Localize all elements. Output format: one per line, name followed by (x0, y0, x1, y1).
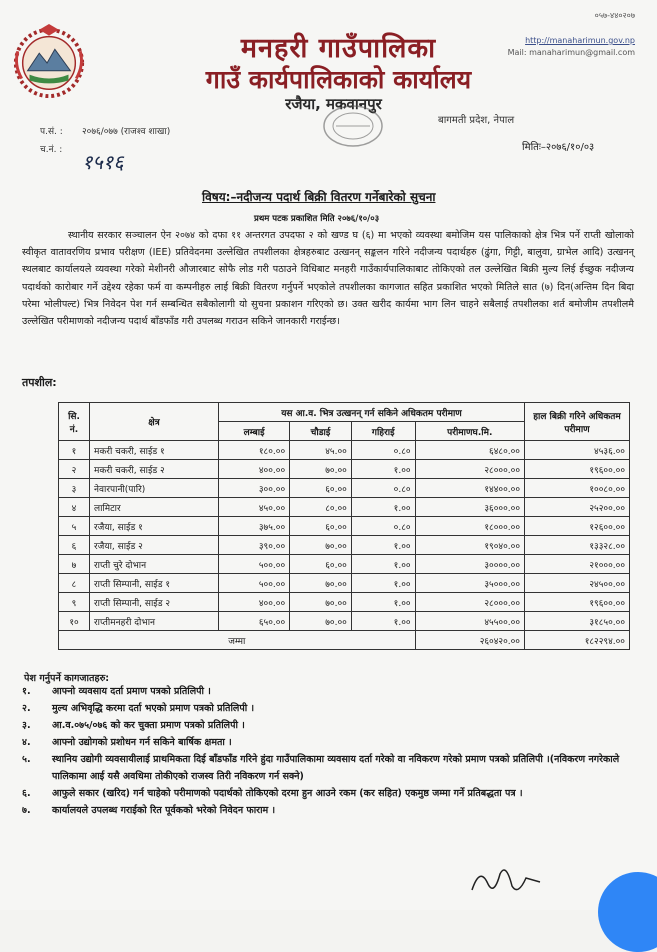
document-item (22, 717, 634, 734)
cell-area: लामिटार (90, 498, 219, 517)
cell-depth: १.०० (351, 593, 415, 612)
cell-area: मकरी चकरी, साईड १ (90, 441, 219, 460)
cell-depth: १.०० (351, 460, 415, 479)
cell-price: १३३२८.०० (525, 536, 630, 555)
cell-width: ७०.०० (290, 612, 352, 631)
th-length: लम्बाई (219, 422, 290, 441)
cell-area: राप्ती चुरे दोभान (90, 555, 219, 574)
total-price: १८२२९४.०० (525, 631, 630, 650)
ps-value: २०७६/०७७ (राजश्व शाखा) (82, 127, 171, 137)
cell-sn: ९ (59, 593, 90, 612)
cell-sn: १० (59, 612, 90, 631)
cell-volume: २८०००.०० (415, 593, 524, 612)
cell-sn: ४ (59, 498, 90, 517)
cell-width: ७०.०० (290, 536, 352, 555)
cell-sn: ६ (59, 536, 90, 555)
cell-length: ३००.०० (219, 479, 290, 498)
cell-sn: ७ (59, 555, 90, 574)
table-label: तपशील: (22, 376, 57, 389)
cell-price: १९६००.०० (525, 593, 630, 612)
document-text: आफुले सकार (खरिद) गर्न चाहेको परीमाणको पदार्थको तोकिएको दरमा हुन आउने रकम (कर सहित) एकमुष्ठ जम्मा गर्ने प्रतिबद्धता पत्र । (52, 788, 523, 799)
cn-label: च.नं. : (40, 145, 63, 155)
office-seal-icon (322, 104, 384, 148)
document-number: ५. (22, 754, 31, 765)
cell-depth: ०.८० (351, 517, 415, 536)
document-number: ७. (22, 805, 31, 816)
th-sn: सि. नं. (59, 403, 90, 441)
table-row (59, 612, 630, 631)
letterhead-title: मनहरी गाउँपालिका (240, 33, 437, 64)
cell-length: ५००.०० (219, 574, 290, 593)
document-number: ३. (22, 720, 31, 731)
cell-area: राप्तीमनहरी दोभान (90, 612, 219, 631)
cell-depth: १.०० (351, 536, 415, 555)
cell-width: ६०.०० (290, 479, 352, 498)
document-number: ६. (22, 788, 31, 799)
cell-volume: ३५०००.०० (415, 574, 524, 593)
th-depth: गहिराई (351, 422, 415, 441)
province: बागमती प्रदेश, नेपाल (438, 115, 515, 126)
document-text: स्थानिय उद्योगी व्यवसायीलाई प्राथमिकता दिई बाँडफाँड गरिने हुंदा गाउँपालिकामा व्यवसाय दर्ता गरेको वा नविकरण गरेको प्रमाण पत्रको प्रतिलिपी ।(नविकरण नगरेकाले पालिकामा आई यसै अवधिमा तोकीएको राजस्व तिरी नविकरण गर्न सक्ने) (52, 754, 620, 782)
cell-length: ४००.०० (219, 460, 290, 479)
cell-width: ७०.०० (290, 593, 352, 612)
document-item (22, 751, 634, 785)
cell-depth: १.०० (351, 555, 415, 574)
table-row (59, 555, 630, 574)
cell-width: ७०.०० (290, 460, 352, 479)
cell-length: ५००.०० (219, 555, 290, 574)
letterhead-address: रजैया, मकवानपुर (285, 95, 382, 113)
document-number: २. (22, 703, 31, 714)
cell-volume: ३६०००.०० (415, 498, 524, 517)
cell-sn: ५ (59, 517, 90, 536)
cell-depth: १.०० (351, 498, 415, 517)
cell-price: १२६००.०० (525, 517, 630, 536)
notice-body: स्थानीय सरकार सञ्चालन ऐन २०७४ को दफा ११ अन्तरगत उपदफा २ को खण्ड घ (६) मा भएको व्यवस्था बमोजिम यस पालिकाको क्षेत्र भित्र पर्ने राप्ती खोलाको स्वीकृत वातावरणिय प्रभाव परीक्षण (IEE) प्रतिवेदनमा उल्लेखित तपशीलका क्षेत्रहरुबाट उत्खनन् सङ्कलन गरिने नदीजन्य पदार्थहरु (ढुंगा, गिट्टी, बालुवा, ग्राभेल आदि) उत्खनन् स्थलबाट कार्यालयले व्यवस्था गरेको मेशीनरी औजारबाट सोफै लोड गरी पठाउने विधिबाट मनहरी गाउँकार्यपालिकाबाट तोकिएको तल उल्लेखित बिक्री मुल्य लिई ईच्छुक नदीजन्य पदार्थको कारोबार गर्ने उद्देश्य रहेका फर्म वा कम्पनीहरु लाई बिक्री वितरण गर्नुपर्ने भएकोले तपशीलका कागजात सहित प्रकाशित भएको मितिले सात (७) दिन(अन्तिम दिन बिदा परेमा भोलीपल्ट) भित्र निवेदन पेश गर्न सम्बन्धित सबैकोलागी यो सुचना प्रकाशन गरिएको छ। उक्त खरीद कार्यमा भाग लिन चाहने सबैलाई तपशीलका शर्त बमोजीम तपशीलमै उल्लेखित परीमाणको नदीजन्य पदार्थ बाँडफाँड गरी उपलब्ध गराउन सकिने जानकारी गराईन्छ। (22, 230, 634, 328)
document-text: आ.व.०७५/०७६ को कर चुक्ता प्रमाण पत्रको प्रतिलिपी । (52, 720, 245, 731)
th-group: यस आ.व. भित्र उत्खनन् गर्न सकिने अधिकतम परीमाण (219, 403, 525, 422)
header-phone: ०५७-४४०२०७ (594, 11, 635, 20)
cell-sn: १ (59, 441, 90, 460)
document-item (22, 683, 634, 700)
table-row (59, 460, 630, 479)
table-row (59, 441, 630, 460)
table-row (59, 479, 630, 498)
cell-volume: १८०००.०० (415, 517, 524, 536)
th-width: चौडाई (290, 422, 352, 441)
cell-price: २४५००.०० (525, 574, 630, 593)
cell-depth: ०.८० (351, 479, 415, 498)
cell-length: ४५०.०० (219, 498, 290, 517)
cell-volume: ४५५००.०० (415, 612, 524, 631)
cell-length: ३७५.०० (219, 517, 290, 536)
cell-volume: १९०४०.०० (415, 536, 524, 555)
table-row (59, 593, 630, 612)
cell-area: नेवारपानी(पारि) (90, 479, 219, 498)
document-text: आफ्नो व्यवसाय दर्ता प्रमाण पत्रको प्रतिलिपी । (52, 686, 211, 697)
corner-badge (598, 872, 657, 952)
cell-length: ६५०.०० (219, 612, 290, 631)
signature-icon (466, 860, 546, 900)
cell-sn: ८ (59, 574, 90, 593)
table-row (59, 536, 630, 555)
document-number: ४. (22, 737, 31, 748)
cell-area: रजैया, साईड १ (90, 517, 219, 536)
document-item (22, 785, 634, 802)
cell-depth: १.०० (351, 612, 415, 631)
document-text: कार्यालयले उपलब्ध गराईको रित पूर्वकको भरेको निवेदन फाराम । (52, 805, 276, 816)
cell-length: ३९०.०० (219, 536, 290, 555)
cell-width: ६०.०० (290, 555, 352, 574)
cell-width: ८०.०० (290, 498, 352, 517)
cell-area: रजैया, साईड २ (90, 536, 219, 555)
cell-volume: ३००००.०० (415, 555, 524, 574)
cell-price: ३१८५०.०० (525, 612, 630, 631)
cell-price: ४५३६.०० (525, 441, 630, 460)
cell-width: ७०.०० (290, 574, 352, 593)
total-volume: २६०४२०.०० (415, 631, 524, 650)
letter-date: मितिः–२०७६/१०/०३ (522, 142, 595, 153)
cell-area: राप्ती सिम्पानी, साईड १ (90, 574, 219, 593)
table-row (59, 498, 630, 517)
cell-depth: १.०० (351, 574, 415, 593)
header-website[interactable]: http://manaharimun.gov.np (525, 36, 635, 45)
cell-area: राप्ती सिम्पानी, साईड २ (90, 593, 219, 612)
document-item (22, 802, 634, 819)
document-number: १. (22, 686, 31, 697)
cell-width: ६०.०० (290, 517, 352, 536)
cell-price: १९६००.०० (525, 460, 630, 479)
cell-sn: २ (59, 460, 90, 479)
quantity-table (58, 402, 630, 650)
cell-length: १८०.०० (219, 441, 290, 460)
cell-area: मकरी चकरी, साईड २ (90, 460, 219, 479)
cell-width: ४५.०० (290, 441, 352, 460)
cell-volume: २८०००.०० (415, 460, 524, 479)
documents-list (22, 683, 634, 819)
cell-volume: १४४००.०० (415, 479, 524, 498)
letterhead-office: गाउँ कार्यपालिकाको कार्यालय (205, 65, 472, 94)
documents-label: पेश गर्नुपर्ने कागजातहरु: (24, 673, 110, 684)
cell-price: २१०००.०० (525, 555, 630, 574)
cell-price: १००८०.०० (525, 479, 630, 498)
cell-volume: ६४८०.०० (415, 441, 524, 460)
table-row (59, 517, 630, 536)
document-text: मुल्य अभिवृद्धि करमा दर्ता भएको प्रमाण पत्रको प्रतिलिपी । (52, 703, 255, 714)
total-label: जम्मा (59, 631, 416, 650)
th-price: हाल बिक्री गरिने अधिकतम परीमाण (525, 403, 630, 441)
cell-length: ४००.०० (219, 593, 290, 612)
th-area: क्षेत्र (90, 403, 219, 441)
table-row (59, 574, 630, 593)
document-item (22, 734, 634, 751)
th-volume: परीमाणघ.मि. (415, 422, 524, 441)
cell-sn: ३ (59, 479, 90, 498)
document-item (22, 700, 634, 717)
first-published-date: प्रथम पटक प्रकाशित मिति २०७६/१०/०३ (254, 214, 380, 224)
subject-line: विषय:–नदीजन्य पदार्थ बिक्री वितरण गर्नेबारेको सुचना (202, 190, 436, 204)
cell-depth: ०.८० (351, 441, 415, 460)
cell-price: २५२००.०० (525, 498, 630, 517)
cn-handwritten: १५१६ (82, 150, 124, 174)
header-email: Mail: manaharimun@gmail.com (507, 48, 635, 57)
document-text: आफ्नो उद्योगको प्रशोधन गर्न सकिने बार्षिक क्षमता । (52, 737, 232, 748)
ps-label: प.सं. : (40, 127, 63, 137)
